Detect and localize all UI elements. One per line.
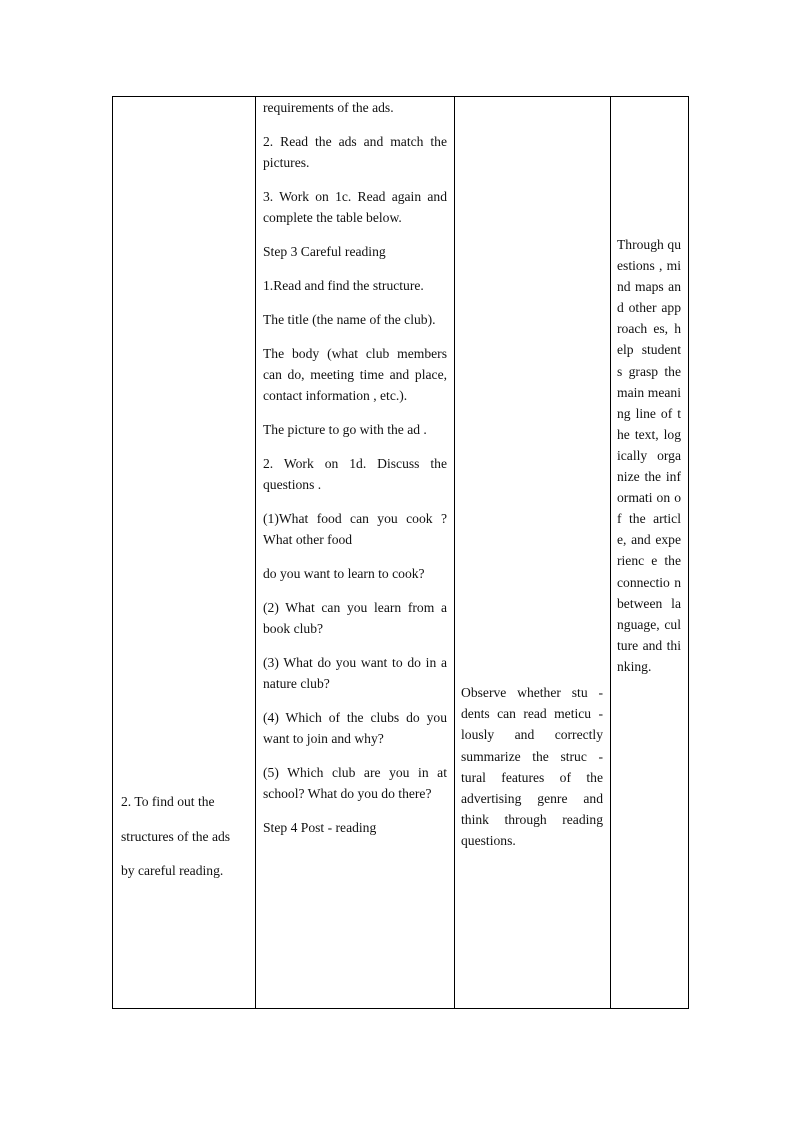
procedure-cell	[255, 97, 454, 1008]
design-intent-cell	[610, 97, 690, 1008]
procedure-line: requirements of the ads.	[263, 100, 394, 115]
objective-cell	[113, 97, 255, 1008]
procedure-line: do you want to learn to cook?	[263, 566, 425, 581]
procedure-line: 2. Read the ads and match the pictures.	[263, 134, 447, 170]
design-intent-text: Through questions , mind maps and other approach es, help students grasp the main meaning line of the text, logically organize the informati on of the article, and experienc e the connectio n between language, culture and thinking.	[617, 237, 681, 674]
procedure-step-heading: Step 3 Careful reading	[263, 244, 386, 259]
evaluation-text: Observe whether stu - dents can read meticu - lously and correctly summarize the struc - tural features of the advertising genre and think through reading questions.	[461, 685, 603, 849]
procedure-line: The picture to go with the ad .	[263, 422, 427, 437]
procedure-list	[263, 97, 447, 838]
objective-text: 2. To find out the structures of the ads by careful reading.	[121, 794, 231, 878]
procedure-line: (4) Which of the clubs do you want to join and why?	[263, 710, 447, 746]
lesson-plan-table	[112, 96, 689, 1009]
procedure-line: 1.Read and find the structure.	[263, 278, 424, 293]
procedure-line: (2) What can you learn from a book club?	[263, 600, 447, 636]
procedure-line: The body (what club members can do, meeting time and place, contact information , etc.).	[263, 346, 447, 403]
procedure-line: 2. Work on 1d. Discuss the questions .	[263, 456, 447, 492]
procedure-step-heading: Step 4 Post - reading	[263, 820, 377, 835]
procedure-line: 3. Work on 1c. Read again and complete the table below.	[263, 189, 447, 225]
procedure-line: (1)What food can you cook ? What other food	[263, 511, 447, 547]
procedure-line: (3) What do you want to do in a nature club?	[263, 655, 447, 691]
procedure-line: (5) Which club are you in at school? What do you do there?	[263, 765, 447, 801]
evaluation-cell	[454, 97, 610, 1008]
procedure-line: The title (the name of the club).	[263, 312, 436, 327]
